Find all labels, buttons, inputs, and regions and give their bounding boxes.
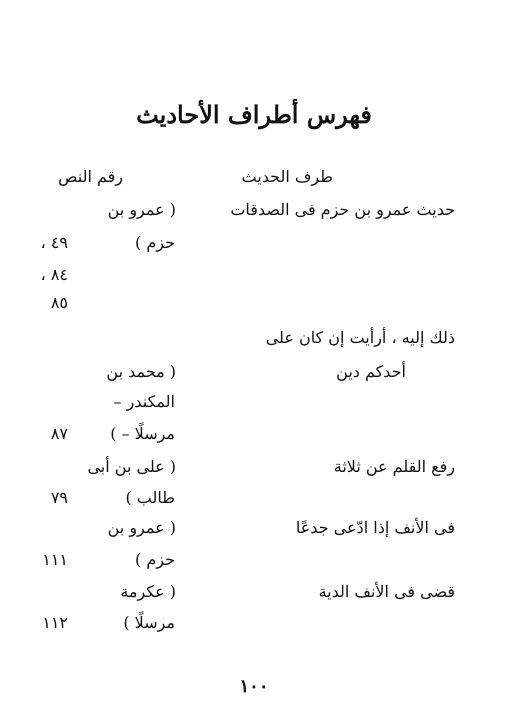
text-number: ٧٩ bbox=[50, 488, 68, 507]
hadith-source: ( عمرو بن bbox=[107, 200, 176, 219]
column-header-text-number: رقم النص bbox=[58, 167, 123, 186]
hadith-source: ( عمرو بن bbox=[107, 518, 176, 537]
text-number: ٨٤ ، bbox=[40, 265, 68, 284]
hadith-source: مرسلًا ) bbox=[123, 613, 175, 632]
text-number: ٨٧ bbox=[50, 424, 68, 443]
hadith-source: مرسلًا – ) bbox=[110, 424, 175, 443]
page-number: ١٠٠ bbox=[239, 676, 269, 697]
text-number: ٤٩ ، bbox=[40, 233, 68, 252]
hadith-source: طالب ) bbox=[125, 488, 175, 507]
hadith-text: ذلك إليه ، أرأيت إن كان على bbox=[265, 328, 455, 347]
hadith-text: فى الأنف إذا ادّعى جدعًا bbox=[295, 518, 455, 537]
hadith-source: المكندر – bbox=[113, 392, 175, 411]
hadith-text: أحدكم دين bbox=[336, 362, 406, 381]
hadith-source: حزم ) bbox=[135, 233, 175, 252]
hadith-source: حزم ) bbox=[135, 550, 175, 569]
hadith-source: ( على بن أبى bbox=[87, 457, 176, 476]
text-number: ٨٥ bbox=[50, 293, 68, 312]
hadith-text: حديث عمرو بن حزم فى الصدقات bbox=[230, 200, 455, 219]
hadith-source: ( عكرمة bbox=[120, 582, 176, 601]
page-title: فهرس أطراف الأحاديث bbox=[136, 100, 372, 129]
hadith-source: ( محمد بن bbox=[106, 362, 176, 381]
hadith-text: قضى فى الأنف الدية bbox=[318, 582, 455, 601]
hadith-text: رفع القلم عن ثلاثة bbox=[333, 457, 455, 476]
text-number: ١١١ bbox=[42, 550, 68, 569]
text-number: ١١٢ bbox=[42, 613, 68, 632]
column-header-hadith: طرف الحديث bbox=[241, 167, 333, 186]
